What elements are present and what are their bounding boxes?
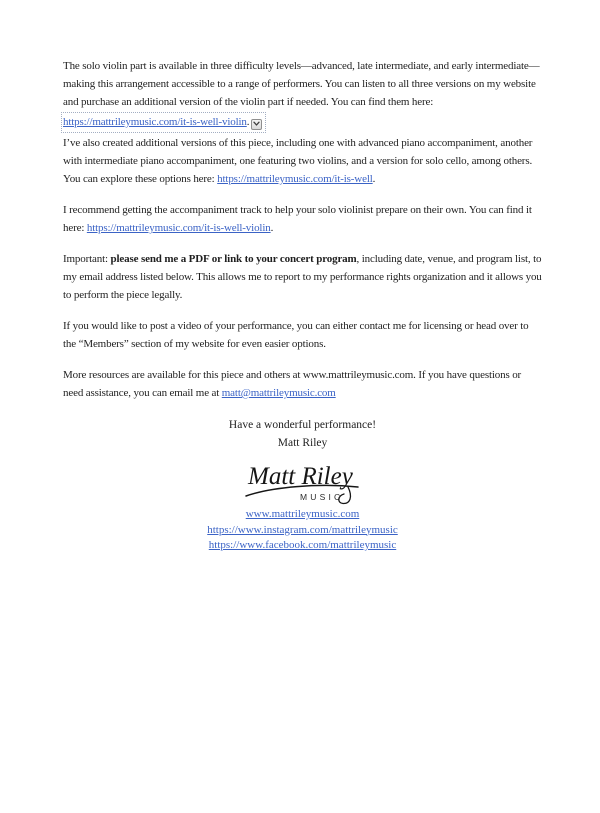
paragraph-resources bbox=[63, 366, 542, 402]
facebook-link[interactable]: https://www.facebook.com/mattrileymusic bbox=[208, 539, 397, 551]
logo-subtitle: MUSIC bbox=[299, 492, 343, 502]
paragraph-accompaniment bbox=[63, 201, 542, 237]
important-rest: , including date, venue, and program list, to my email address listed below. This allows me to report to my performance rights organization and it allows you to perform the piece legally. bbox=[63, 253, 542, 301]
video-text: If you would like to post a video of your performance, you can either contact me for licensing or head over to the “Members” section of my website for even easier options. bbox=[63, 320, 529, 350]
important-bold-text: please send me a PDF or link to your concert program bbox=[110, 253, 357, 265]
document-content bbox=[63, 57, 542, 554]
important-prefix: Important: bbox=[63, 253, 111, 265]
closing-wish: Have a wonderful performance! bbox=[228, 419, 377, 431]
resources-text: More resources are available for this piece and others at www.mattrileymusic.com. If you have questions or need assistance, you can email me at bbox=[63, 369, 522, 399]
link-suffix: . bbox=[246, 116, 250, 128]
sentence-period: . bbox=[372, 173, 376, 185]
intro-text: The solo violin part is available in three difficulty levels—advanced, late intermediate, and early intermediate—making this arrangement accessible to a range of performers. You can listen to all three versions on my website and purchase an additional version of the violin part if needed. You can find them here: bbox=[63, 60, 540, 108]
chevron-down-icon[interactable] bbox=[251, 119, 262, 130]
paragraph-intro bbox=[63, 57, 542, 188]
selected-link-box bbox=[61, 112, 266, 133]
violin-page-link[interactable]: https://mattrileymusic.com/it-is-well-violin bbox=[63, 116, 247, 128]
website-link[interactable]: www.mattrileymusic.com bbox=[245, 508, 360, 520]
paragraph-important bbox=[63, 250, 542, 304]
matt-riley-music-logo-icon bbox=[244, 454, 362, 506]
email-link[interactable]: matt@mattrileymusic.com bbox=[221, 387, 336, 399]
signature-logo bbox=[244, 454, 362, 506]
accompaniment-text: I recommend getting the accompaniment track to help your solo violinist prepare on their own. You can find it here: bbox=[63, 204, 532, 234]
paragraph-video bbox=[63, 317, 542, 353]
sentence-period: . bbox=[270, 222, 274, 234]
it-is-well-page-link[interactable]: https://mattrileymusic.com/it-is-well bbox=[217, 173, 373, 185]
accompaniment-track-link[interactable]: https://mattrileymusic.com/it-is-well-violin bbox=[86, 222, 271, 234]
signature-text: Matt Riley bbox=[247, 463, 353, 490]
closing-block bbox=[63, 416, 542, 554]
instagram-link[interactable]: https://www.instagram.com/mattrileymusic bbox=[207, 523, 398, 536]
footer-links bbox=[63, 507, 542, 554]
closing-name: Matt Riley bbox=[277, 437, 328, 449]
versions-text: I’ve also created additional versions of this piece, including one with advanced piano accompaniment, another with intermediate piano accompaniment, one featuring two violins, and a version for solo cello, among others. You can explore these options here: bbox=[63, 137, 533, 185]
